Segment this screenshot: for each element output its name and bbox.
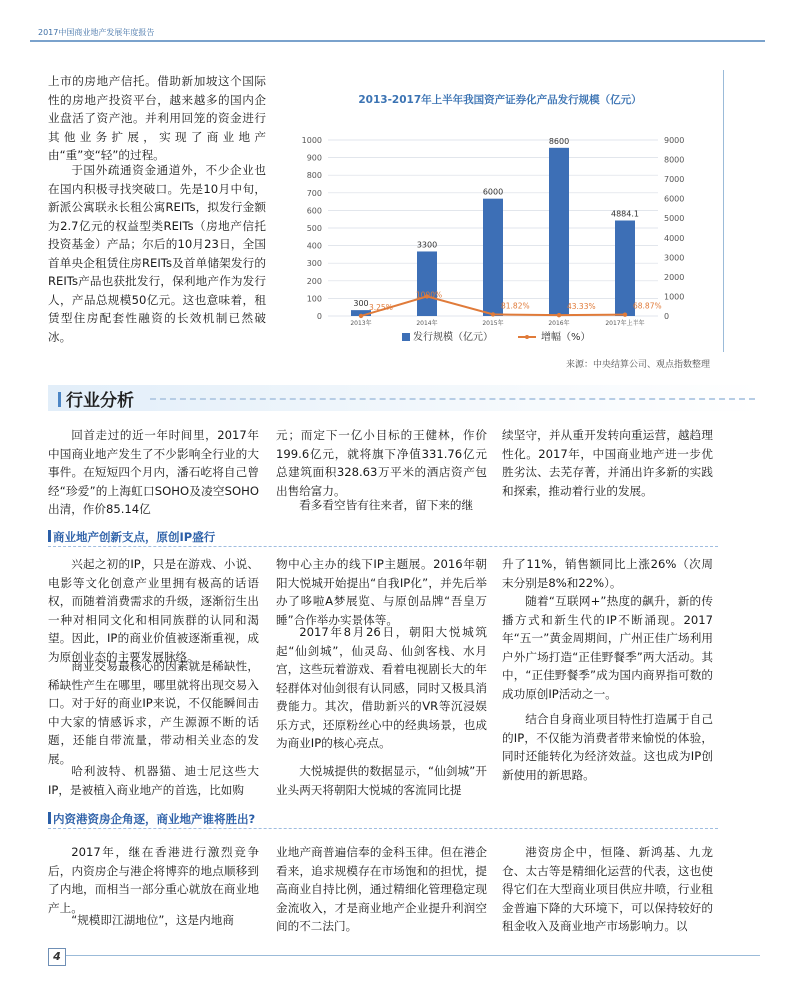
growth-data-label: 68.87% <box>633 301 662 311</box>
y-left-tick-label: 900 <box>306 153 322 163</box>
ip-col2-p3: 大悦城提供的数据显示，“仙剑城”开业头两天将朝阳大悦城的客流同比提 <box>276 764 487 797</box>
x-tick-label: 2016年 <box>548 320 570 327</box>
legend-bar-label: 发行规模（亿元） <box>413 332 493 343</box>
x-tick-label: 2014年 <box>416 320 438 327</box>
bar-data-label: 4884.1 <box>611 209 639 219</box>
footer-rule <box>48 955 760 956</box>
y-right-tick-label: 3000 <box>664 253 685 263</box>
y-left-tick-label: 500 <box>306 224 322 233</box>
y-right-tick-label: 6000 <box>664 194 685 204</box>
chart-title: 2013-2017年上半年我国资产证券化产品发行规模（亿元） <box>358 94 642 106</box>
y-right-tick-label: 8000 <box>664 155 685 165</box>
subhead-ip <box>48 529 215 545</box>
y-left-tick-label: 1000 <box>301 136 322 145</box>
bar <box>417 251 437 316</box>
growth-point <box>557 313 561 317</box>
y-left-tick-label: 100 <box>306 294 322 304</box>
ip-col3-p2: 随着“互联网+”热度的飙升，新的传播方式和新生代的IP不断涌现。2017年“五一”黄金周期间，广州正佳广场利用户外广场打造“正佳野餐季”两大活动。其中，“正佳野餐季”成为国内商界指可数的成功原创IP活动之一。 <box>502 594 713 701</box>
section-dash-line <box>150 398 755 400</box>
y-left-tick-label: 600 <box>306 206 322 216</box>
subhead-hk-dash <box>48 828 718 829</box>
bar <box>483 199 503 316</box>
bar-data-label: 300 <box>353 299 369 309</box>
chart-source: 来源：中央结算公司、观点指数整理 <box>565 360 710 370</box>
y-right-tick-label: 2000 <box>664 272 685 282</box>
y-left-tick-label: 200 <box>306 276 322 286</box>
ip-col3-p1: 升了11%，销售额同比上涨26%（次周末分别是8%和22%）。 <box>502 557 713 590</box>
x-tick-label: 2015年 <box>482 320 504 327</box>
y-left-tick-label: 0 <box>316 312 322 321</box>
y-right-tick-label: 5000 <box>664 214 685 224</box>
ip-col1-p2: 商业交易最核心的因素就是稀缺性，稀缺性产生在哪里，哪里就将出现交易入口。对于好的商业IP来说，不仅能瞬间击中大家的情感诉求，产生源源不断的话题，还能自带流量，带动相关业态的发展。 <box>48 659 259 766</box>
ip-col1-p1: 兴起之初的IP，只是在游戏、小说、电影等文化创意产业里拥有极高的话语权，而随着消费需求的升级，逐渐衍生出一种对相同文化和相同族群的认同和渴望。因此，IP的商业价值被逐渐重视，成为原创业态的主要发展脉络。 <box>48 557 259 664</box>
y-left-tick-label: 400 <box>306 241 322 251</box>
y-left-tick-label: 700 <box>306 188 322 198</box>
industry-col2-p2: 看多看空皆有往来者，留下来的继 <box>299 498 474 512</box>
section-title: 行业分析 <box>66 391 134 411</box>
ip-col1-p3: 哈利波特、机器猫、迪士尼这些大IP，是被植入商业地产的首选，比如购 <box>48 764 259 797</box>
y-left-tick-label: 300 <box>306 259 322 269</box>
y-right-tick-label: 9000 <box>664 136 685 145</box>
y-left-tick-label: 800 <box>306 171 322 181</box>
x-tick-label: 2013年 <box>350 320 372 327</box>
industry-col3: 续坚守，并从重开发转向重运营，越趋理性化。2017年，中国商业地产进一步优胜劣汰、去芜存菁，并涌出许多新的实践和探索，推动着行业的发展。 <box>502 428 713 498</box>
subhead-ip-dash <box>48 546 718 547</box>
legend-line-label: 增幅（%） <box>541 332 591 343</box>
bar-data-label: 8600 <box>548 136 570 146</box>
growth-point <box>623 312 627 316</box>
hk-col3: 港资房企中，恒隆、新鸿基、九龙仓、太古等是精细化运营的代表，这也使得它们在大型商业项目供应井喷，行业租金普遍下降的大环境下，可以保持较好的租金收入及商业地产市场影响力。以 <box>502 845 713 933</box>
subhead-hk <box>48 811 255 827</box>
intro-paragraph-1: 上市的房地产信托。借助新加坡这个国际性的房地产投资平台，越来越多的国内企业盘活了资产池。并利用回笼的资金进行其他业务扩展，实现了商业地产由“重”变“轻”的过程。 <box>48 74 266 162</box>
x-tick-label: 2017年上半年 <box>605 320 645 327</box>
growth-data-label: 81.82% <box>501 301 530 311</box>
hk-col1-p1: 2017年，继在香港进行激烈竞争后，内资房企与港企将博弈的地点顺移到了内地，而相当一部分重心就放在商业地产上。 <box>48 845 259 915</box>
page-number: 4 <box>48 948 66 966</box>
y-right-tick-label: 4000 <box>664 233 685 243</box>
subhead-ip-text: 商业地产创新支点，原创IP盛行 <box>53 530 216 544</box>
ip-col2-p1: 物中心主办的线下IP主题展。2016年朝阳大悦城开始提出“自我IP化”，并先后举办了哆啦A梦展览、与原创品牌“吾皇万睡”合作举办实景体等。 <box>276 557 487 627</box>
y-right-tick-label: 7000 <box>664 175 685 185</box>
subhead-marker-icon <box>48 812 51 824</box>
bar <box>549 148 569 316</box>
hk-col2: 业地产商普遍信奉的金科玉律。但在港企看来，追求规模存在市场饱和的担忧，提高商业自持比例，通过精细化管理稳定现金流收入，才是商业地产企业提升利润空间的不二法门。 <box>276 845 487 933</box>
y-right-tick-label: 1000 <box>664 292 685 302</box>
legend-bar-swatch <box>402 333 410 341</box>
growth-data-label: 1000% <box>415 290 443 300</box>
ip-col3-p3: 结合自身商业项目特性打造属于自己的IP，不仅能为消费者带来愉悦的体验，同时还能转化为经济效益。这也成为IP创新使用的新思路。 <box>502 712 713 782</box>
industry-col1: 回首走过的近一年时间里，2017年中国商业地产发生了不少影响全行业的大事件。在短短四个月内，潘石屹将自己曾经“珍爱”的上海虹口SOHO及凌空SOHO出清，作价85.14亿 <box>48 428 259 516</box>
y-right-tick-label: 0 <box>664 312 670 321</box>
hk-col1-p2: “规模即江湖地位”，这是内地商 <box>71 913 234 927</box>
chart-frame-rule <box>723 70 724 352</box>
growth-data-label: 3.25% <box>369 302 393 312</box>
intro-paragraph-2: 于国外疏通资金通道外，不少企业也在国内积极寻找突破口。先是10月中旬，新派公寓联永长租公寓REITs，拟发行金额为2.7亿元的权益型类REITs（房地产信托投资基金）产品；尔后的10月23日，全国首单央企租赁住房REITs及首单储架发行的REITs产品也获批发行，保利地产作为发行人，产品总规模50亿元。这也意味着，租赁型住房配套性融资的长效机制已然破冰。 <box>48 163 266 344</box>
bar-line-chart <box>290 110 730 360</box>
subhead-marker-icon <box>48 530 51 542</box>
legend-line-marker <box>525 335 529 339</box>
header-rule <box>30 40 765 42</box>
growth-point <box>359 314 363 318</box>
bar <box>615 220 635 316</box>
subhead-hk-text: 内资港资房企角逐，商业地产谁将胜出? <box>53 812 256 826</box>
ip-col2-p2: 2017年8月26日，朝阳大悦城筑起“仙剑城”，仙灵岛、仙剑客栈、水月宫，这些玩着游戏、看着电视剧长大的年轻群体对仙剑很有认同感，同时又极具消费能力。其次，借助新兴的VR等沉浸娱乐方式，还原粉丝心中的经典场景，也成为商业IP的核心亮点。 <box>276 625 487 750</box>
industry-col2-p1: 元；而定下一亿小目标的王健林，作价199.6亿元，就将旗下净值331.76亿元总建筑面积328.63万平米的酒店资产包出售给富力。 <box>276 428 487 498</box>
bar-data-label: 6000 <box>482 187 504 197</box>
growth-data-label: 43.33% <box>567 302 596 312</box>
section-header-bar <box>58 392 61 407</box>
growth-point <box>491 312 495 316</box>
running-header: 2017中国商业地产发展年度报告 <box>38 28 155 37</box>
bar-data-label: 3300 <box>416 240 438 250</box>
